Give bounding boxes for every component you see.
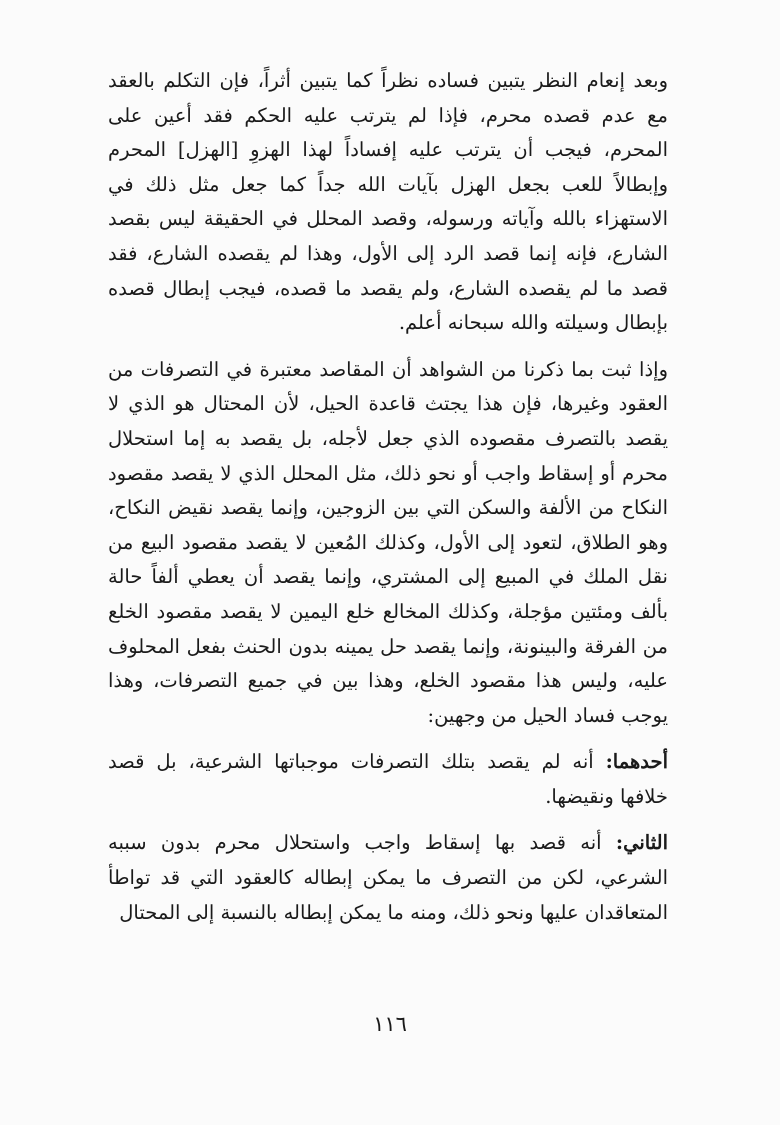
paragraph-3-text: أنه لم يقصد بتلك التصرفات موجباتها الشرعية، بل قصد خلافها ونقيضها. (108, 750, 668, 808)
paragraph-2 (108, 353, 668, 734)
paragraph-4-text: أنه قصد بها إسقاط واجب واستحلال محرم بدون سببه الشرعي، لكن من التصرف ما يمكن إبطاله كالعقود التي قد تواطأ المتعاقدان عليها ونحو ذلك، ومنه ما يمكن إبطاله بالنسبة إلى المحتال (108, 831, 668, 924)
paragraph-1 (108, 64, 668, 341)
paragraph-1-text: وبعد إنعام النظر يتبين فساده نظراً كما يتبين أثراً، فإن التكلم بالعقد مع عدم قصده محرم، فإذا لم يترتب عليه الحكم فقد أعين على المحرم، فيجب أن يترتب عليه إفساداً لهذا الهزوِ [الهزل] المحرم وإبطالاً للعب بجعل الهزل بآيات الله جداً كما جعل مثل ذلك في الاستهزاء بالله وآياته ورسوله، وقصد المحلل في الحقيقة ليس بقصد الشارع، فإنه إنما قصد الرد إلى الأول، وهذا لم يقصده الشارع، فقد قصد ما لم يقصده الشارع، ولم يقصد ما قصده، فيجب إبطال قصده بإبطال وسيلته والله سبحانه أعلم. (108, 69, 668, 335)
page-number: ١١٦ (373, 1012, 407, 1036)
paragraph-4 (108, 826, 668, 930)
paragraph-3-lead: أحدهما: (605, 750, 668, 774)
body-text (108, 64, 668, 930)
paragraph-2-text: وإذا ثبت بما ذكرنا من الشواهد أن المقاصد معتبرة في التصرفات من العقود وغيرها، فإن هذا يجتث قاعدة الحيل، لأن المحتال هو الذي لا يقصد بالتصرف مقصوده الذي جعل لأجله، بل يقصد به إما استحلال محرم أو إسقاط واجب أو نحو ذلك، مثل المحلل الذي لا يقصد مقصود النكاح من الألفة والسكن التي بين الزوجين، وإنما يقصد نقيض النكاح، وهو الطلاق، لتعود إلى الأول، وكذلك المُعين لا يقصد مقصود البيع من نقل الملك في المبيع إلى المشتري، وإنما يقصد أن يعطي ألفاً حالة بألف ومئتين مؤجلة، وكذلك المخالع خلع اليمين لا يقصد مقصود الخلع من الفرقة والبينونة، وإنما يقصد حل يمينه بدون الحنث بفعل المحلوف عليه، وليس هذا مقصود الخلع، وهذا بين في جميع التصرفات، وهذا يوجب فساد الحيل من وجهين: (108, 357, 668, 727)
paragraph-3 (108, 745, 668, 814)
paragraph-4-lead: الثاني: (615, 831, 668, 855)
